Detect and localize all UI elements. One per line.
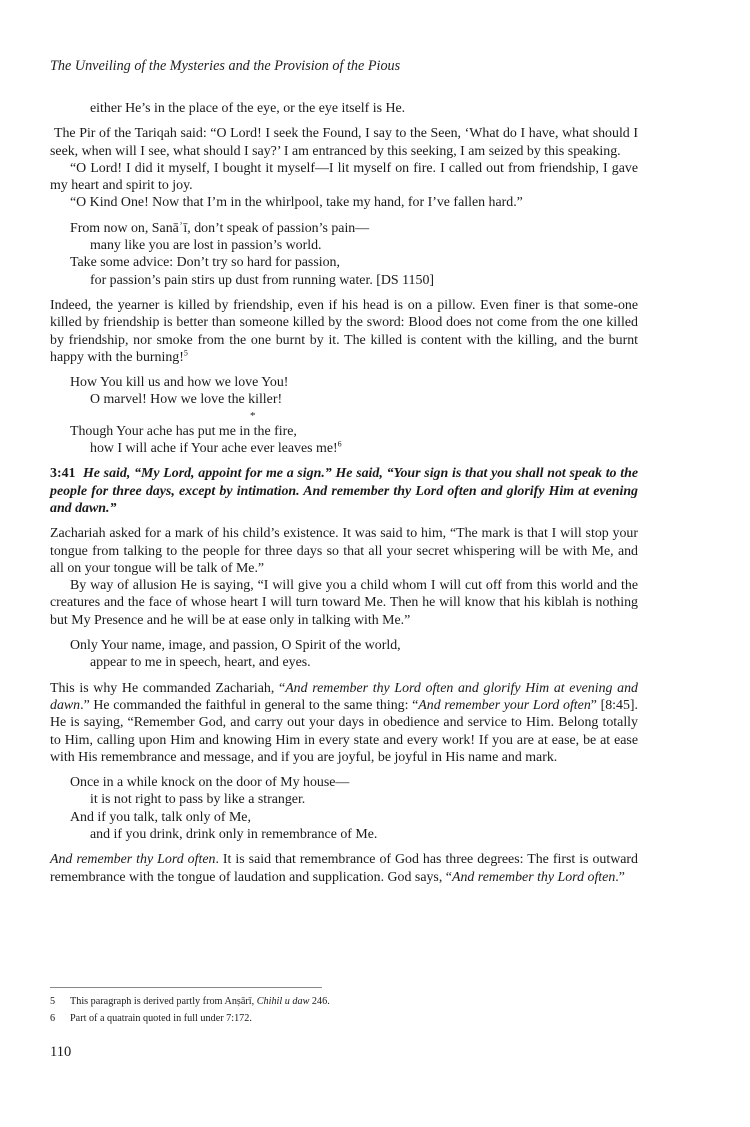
section-asterisk: * <box>250 409 256 422</box>
verse-spirit <box>70 637 638 672</box>
text: .” He commanded the faithful in general to the same thing: “ <box>80 697 419 713</box>
footnote-text: Part of a quatrain quoted in full under 7:172. <box>70 1013 252 1024</box>
verse-translation: He said, “My Lord, appoint for me a sign.” He said, “Your sign is that you shall not speak to the people for three days, except by intimation. And remember thy Lord often and glorify Him at evening and dawn.” <box>50 466 638 516</box>
quote-italic: And remember thy Lord often <box>50 852 216 868</box>
verse-line <box>70 440 638 457</box>
paragraph-three-degrees <box>50 851 638 886</box>
footnote-6 <box>50 1010 638 1027</box>
text: 246. <box>309 996 330 1007</box>
text: This paragraph is derived partly from Anṣārī, <box>70 996 257 1007</box>
verse-door <box>70 774 638 843</box>
paragraph-o-lord: “O Lord! I did it myself, I bought it myself—I lit myself on fire. I called out from friendship, I gave my heart and spirit to joy. <box>50 160 638 194</box>
verse-line: many like you are lost in passion’s world. <box>90 238 322 254</box>
verse-killer <box>70 374 638 457</box>
verse-fragment <box>90 100 638 117</box>
footnote-divider <box>50 987 322 988</box>
paragraph-text: Indeed, the yearner is killed by friendship, even if his head is on a pillow. Even finer is that some-one killed by friendship is better than someone killed by the sword: Blood does not come from the one killed by friendship, nor smoke from the one burnt by it. The killed is content with the killing, and the burnt happy with the burning! <box>50 297 638 365</box>
verse-line: for passion’s pain stirs up dust from running water. [DS 1150] <box>90 272 435 288</box>
paragraph-yearner <box>50 297 638 366</box>
quran-verse-heading <box>50 465 638 517</box>
footnote-5 <box>50 993 638 1010</box>
paragraph-commanded <box>50 680 638 766</box>
text: This is why He commanded Zachariah, “ <box>50 680 286 696</box>
body-text <box>50 100 638 886</box>
footnote-number: 5 <box>50 996 56 1007</box>
paragraph-zachariah: Zachariah asked for a mark of his child’s existence. It was said to him, “The mark is that I will stop your tongue from talking to the people for three days so that all your secret whispering will be with Me, and all on your tongue will be talk of Me.” <box>50 526 638 576</box>
verse-line: Once in a while knock on the door of My house— <box>70 775 350 791</box>
text: ” [8:45]. He is saying, “Remember God, and carry out your days in obedience and service to Him. Belong totally to Him, calling upon Him and knowing Him in every state and every work! If you are at ease, be at ease with His remembrance and message, and if you are joyful, be joyful in His name and mark. <box>50 697 639 765</box>
verse-text: how I will ache if Your ache ever leaves me! <box>90 441 338 457</box>
verse-line: Though Your ache has put me in the fire, <box>70 423 297 439</box>
paragraph-pir: The Pir of the Tariqah said: “O Lord! I seek the Found, I say to the Seen, ‘What do I have, what should I seek, when will I see, what should I say?’ I am entranced by this seeking, I am seized by this speaking. <box>50 126 638 159</box>
verse-line: either He’s in the place of the eye, or the eye itself is He. <box>90 101 406 116</box>
verse-line: it is not right to pass by like a stranger. <box>90 792 306 808</box>
verse-line: and if you drink, drink only in remembrance of Me. <box>90 826 378 842</box>
verse-line: How You kill us and how we love You! <box>70 375 289 391</box>
book-title: Chihil u daw <box>256 996 310 1007</box>
page-number: 110 <box>50 1044 72 1060</box>
footnote-number: 6 <box>50 1013 56 1024</box>
text: . It is said that remembrance of God has three degrees: The first is outward remembrance with the tongue of laudation and supplication. God says, “ <box>50 852 638 885</box>
verse-line: O marvel! How we love the killer! <box>90 392 283 408</box>
verse-reference: 3:41 <box>50 466 76 482</box>
quote-italic: And remember thy Lord often and glorify Him at evening and dawn <box>50 680 638 713</box>
paragraph-allusion: By way of allusion He is saying, “I will give you a child whom I will cut off from this world and the creatures and the face of whose heart I will turn toward Me. Then he will know that his kiblah is nothing but My Presence and he will be at ease only in talking with Me.” <box>50 578 638 628</box>
verse-line: appear to me in speech, heart, and eyes. <box>90 655 311 671</box>
footnotes <box>50 993 638 1027</box>
quote-italic: And remember thy Lord often <box>451 869 616 885</box>
footnote-text <box>70 993 330 1010</box>
running-head: The Unveiling of the Mysteries and the Provision of the Pious <box>50 58 401 74</box>
verse-sanai <box>70 220 638 289</box>
text: .” <box>615 869 625 885</box>
verse-line: Only Your name, image, and passion, O Spirit of the world, <box>70 638 401 654</box>
quote-italic: And remember your Lord often <box>418 697 591 713</box>
verse-line: And if you talk, talk only of Me, <box>70 809 251 825</box>
paragraph-kind-one: “O Kind One! Now that I’m in the whirlpool, take my hand, for I’ve fallen hard.” <box>70 195 523 211</box>
footnote-ref[interactable]: 5 <box>183 348 188 358</box>
verse-line: Take some advice: Don’t try so hard for passion, <box>70 255 340 271</box>
verse-line: From now on, Sanāʾī, don’t speak of passion’s pain— <box>70 220 370 236</box>
footnote-ref[interactable]: 6 <box>337 439 342 449</box>
